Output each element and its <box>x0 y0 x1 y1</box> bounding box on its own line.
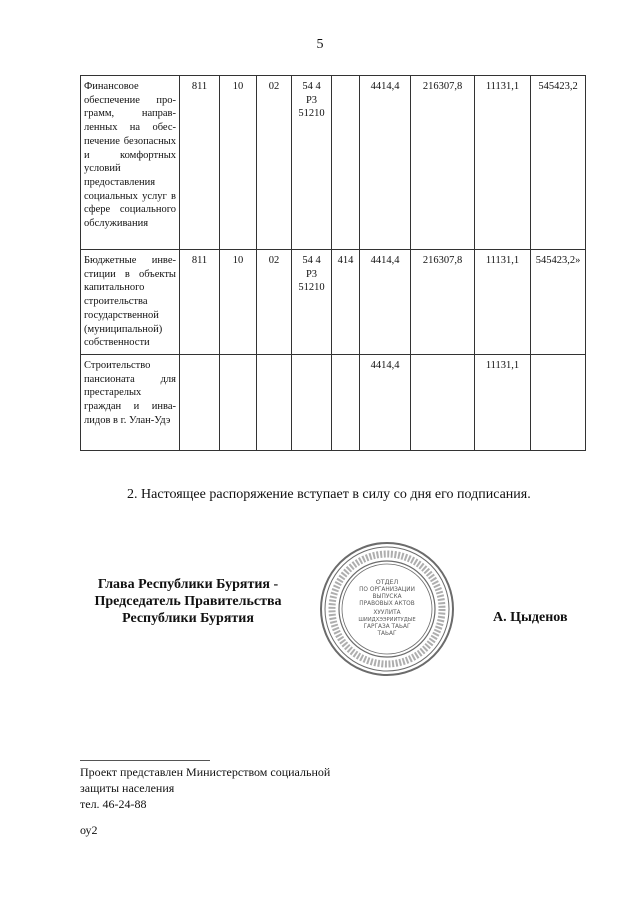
value-3: 11131,1 <box>475 250 531 355</box>
value-4: 545423,2 <box>531 76 586 250</box>
target-article-code <box>292 250 332 355</box>
document-code: оу2 <box>80 823 98 837</box>
target-article-code <box>292 76 332 250</box>
official-seal <box>318 540 456 678</box>
seal-line: ОТДЕЛ <box>375 579 399 586</box>
expense-type-code: 414 <box>332 250 360 355</box>
code-line: Р3 <box>305 94 318 106</box>
table-row <box>81 355 586 451</box>
expense-type-code <box>332 76 360 250</box>
seal-line: ПРАВОВЫХ АКТОВ <box>359 601 415 607</box>
subsection-code: 02 <box>257 76 292 250</box>
table-row <box>81 76 586 250</box>
signatory-title-line: Республики Бурятия <box>122 611 254 626</box>
expense-type-code <box>332 355 360 451</box>
footnote-line: защиты населения <box>80 781 175 795</box>
seal-line: ВЫПУСКА <box>372 594 402 600</box>
footnote <box>80 764 330 812</box>
paragraph-2: 2. Настоящее распоряжение вступает в силу со дня его подписания. <box>127 487 531 502</box>
code-line: Р3 <box>305 268 318 280</box>
value-4: 545423,2» <box>531 250 586 355</box>
seal-line: ПО ОРГАНИЗАЦИИ <box>359 587 415 593</box>
seal-line: ГАРГАЗА ТАЬАГ <box>363 624 411 630</box>
value-1: 4414,4 <box>360 355 411 451</box>
row-name: Строительство пансионата для престарелых граждан и инвалидов в г. Улан-Удэ <box>81 355 180 451</box>
footnote-line: Проект представлен Министерством социальной <box>80 765 331 779</box>
subsection-code: 02 <box>257 250 292 355</box>
value-3: 11131,1 <box>475 355 531 451</box>
code-line: 51210 <box>298 282 325 294</box>
footnote-divider <box>80 760 210 761</box>
code-line: 54 4 <box>302 81 321 92</box>
subsection-code <box>257 355 292 451</box>
value-1: 4414,4 <box>360 250 411 355</box>
page-number: 5 <box>316 37 324 52</box>
seal-line: ШИИДХЭЭРИИТУДЫЕ <box>358 617 416 623</box>
section-code <box>220 355 257 451</box>
signatory-name: А. Цыденов <box>493 610 568 625</box>
row-name: Финансовое обеспечение программ, направленных на обеспечение безопасных и комфортных условий предоставления социальных услуг в сфере социального обслуживания <box>81 76 180 250</box>
target-article-code <box>292 355 332 451</box>
signatory-title <box>68 576 308 627</box>
value-2: 216307,8 <box>411 250 475 355</box>
budget-table <box>80 75 586 451</box>
signatory-title-line: Председатель Правительства <box>94 594 282 609</box>
value-3: 11131,1 <box>475 76 531 250</box>
code-line: 51210 <box>298 108 325 120</box>
row-name: Бюджетные инвестиции в объекты капитального строительства государственной (муниципальной) собственности <box>81 250 180 355</box>
ministry-code: 811 <box>180 250 220 355</box>
section-code: 10 <box>220 250 257 355</box>
signatory-title-line: Глава Республики Бурятия - <box>97 577 279 592</box>
table-row <box>81 250 586 355</box>
seal-line: ТАЬАГ <box>377 631 397 637</box>
value-4 <box>531 355 586 451</box>
ministry-code: 811 <box>180 76 220 250</box>
value-1: 4414,4 <box>360 76 411 250</box>
value-2 <box>411 355 475 451</box>
value-2: 216307,8 <box>411 76 475 250</box>
seal-line: ХУУЛИТА <box>373 610 401 616</box>
ministry-code <box>180 355 220 451</box>
section-code: 10 <box>220 76 257 250</box>
code-line: 54 4 <box>302 255 321 266</box>
footnote-line: тел. 46-24-88 <box>80 797 147 811</box>
